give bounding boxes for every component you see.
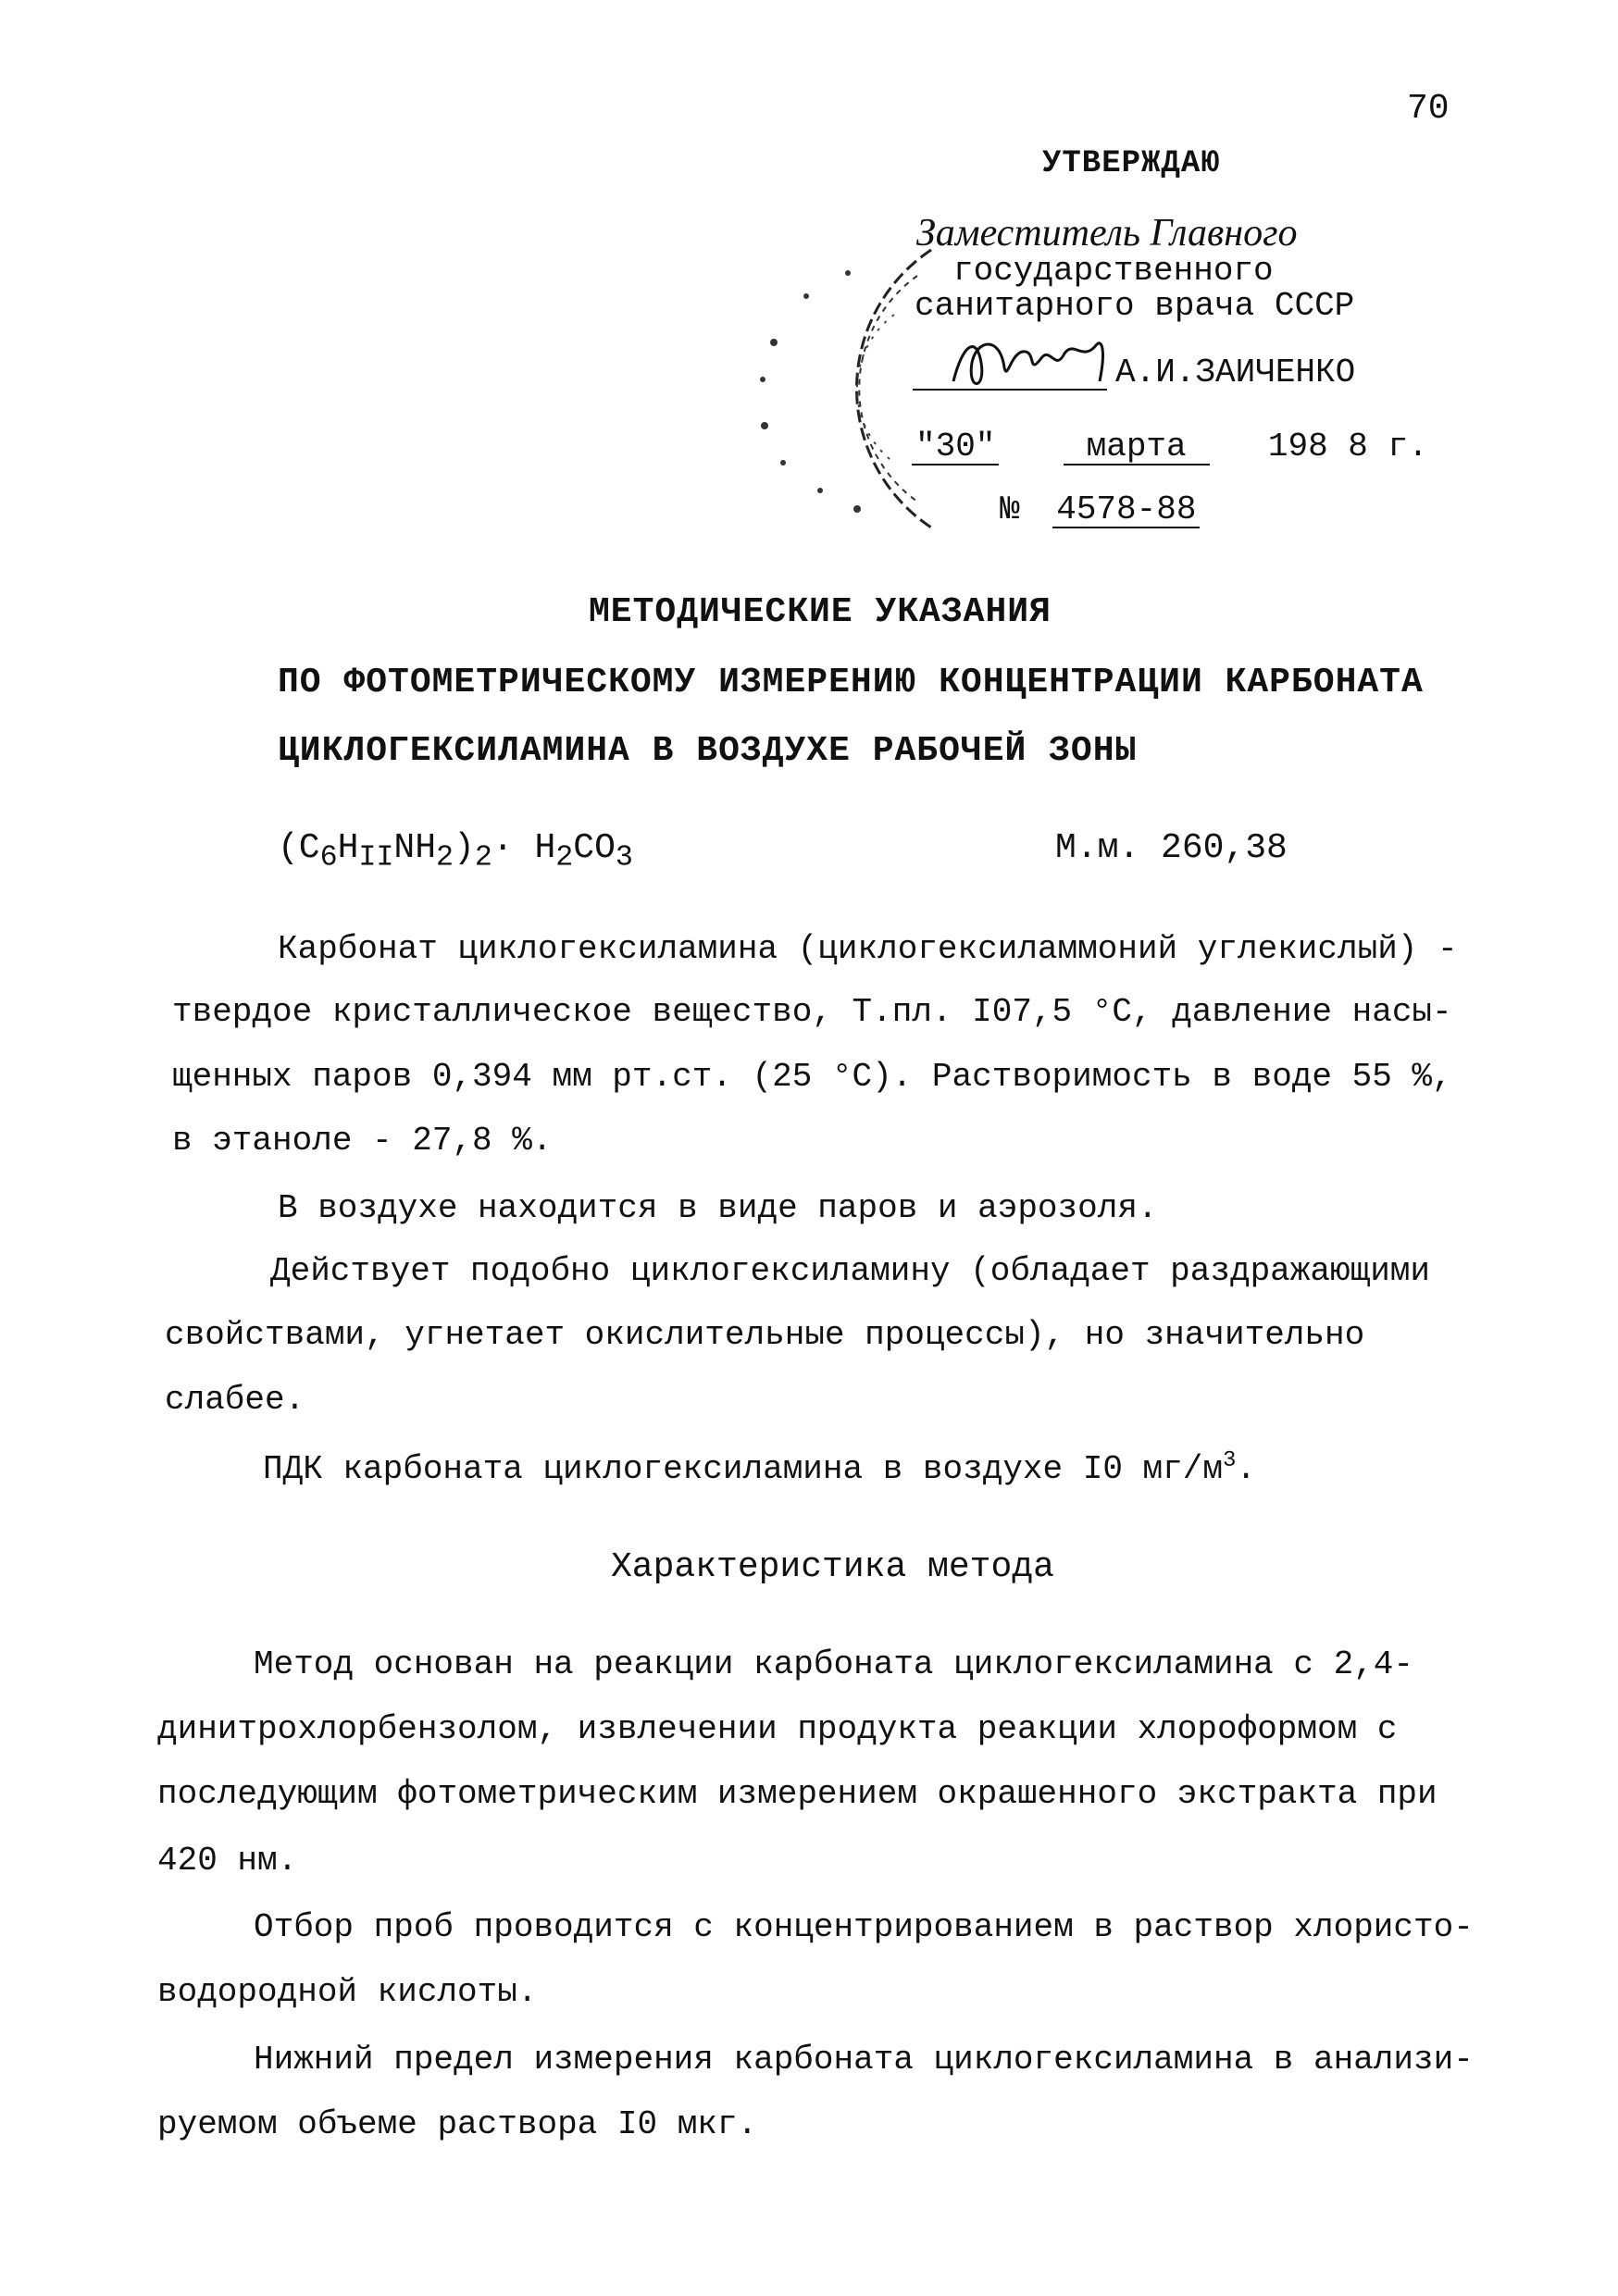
approval-date-month: марта	[1064, 430, 1210, 465]
approval-number-label: №	[1000, 490, 1020, 528]
para5-line3: последующим фотометрическим измерением окрашенного экстракта при	[157, 1775, 1438, 1813]
para2: В воздухе находится в виде паров и аэрозоля.	[278, 1189, 1158, 1227]
para1-line3: щенных паров 0,394 мм рт.ст. (25 °С). Растворимость в воде 55 %,	[172, 1058, 1452, 1096]
para5-line2: динитрохлорбензолом, извлечении продукта реакции хлороформом с	[157, 1710, 1398, 1748]
doc-title-line2: ПО ФОТОМЕТРИЧЕСКОМУ ИЗМЕРЕНИЮ КОНЦЕНТРАЦИИ КАРБОНАТА	[278, 663, 1424, 702]
doc-title-line1: МЕТОДИЧЕСКИЕ УКАЗАНИЯ	[589, 592, 1052, 632]
approval-position-line2: государственного	[953, 252, 1274, 290]
official-stamp-image	[718, 231, 940, 537]
para5-line1: Метод основан на реакции карбоната циклогексиламина с 2,4-	[254, 1645, 1414, 1683]
para1-line1: Карбонат циклогексиламина (циклогексиламмоний углекислый) -	[278, 930, 1458, 968]
section-heading: Характеристика метода	[611, 1547, 1054, 1587]
para1-line2: твердое кристаллическое вещество, Т.пл. I07,5 °С, давление насы-	[172, 993, 1452, 1031]
approval-position-line3: санитарного врача СССР	[915, 287, 1355, 325]
signature-image	[935, 326, 1129, 400]
para3-line2: свойствами, угнетает окислительные процессы), но значительно	[165, 1316, 1365, 1354]
para3-line3: слабее.	[165, 1381, 305, 1419]
para7-line1: Нижний предел измерения карбоната циклогексиламина в анализи-	[254, 2041, 1474, 2079]
para5-line4: 420 нм.	[157, 1842, 298, 1880]
doc-title-line3: ЦИКЛОГЕКСИЛАМИНА В ВОЗДУХЕ РАБОЧЕЙ ЗОНЫ	[278, 731, 1138, 771]
para6-line1: Отбор проб проводится с концентрированием в раствор хлористо-	[254, 1908, 1474, 1946]
approval-date-day: "30"	[912, 430, 999, 465]
para1-line4: в этаноле - 27,8 %.	[172, 1122, 553, 1160]
chemical-formula: $(C_6H_{II}NH_2)_2\cdot H_2CO_3$	[278, 828, 633, 875]
approval-date-year: 198 8 г.	[1267, 428, 1428, 465]
page-number: 70	[1407, 89, 1450, 129]
para6-line2: водородной кислоты.	[157, 1973, 538, 2011]
approval-position-line1: Заместитель Главного	[916, 212, 1298, 254]
approval-heading: УТВЕРЖДАЮ	[1042, 146, 1221, 181]
para3-line1: Действует подобно циклогексиламину (обладает раздражающими	[270, 1252, 1431, 1290]
approver-name: А.И.ЗАИЧЕНКО	[1115, 354, 1356, 391]
para7-line2: руемом объеме раствора I0 мкг.	[157, 2105, 758, 2143]
molecular-mass: М.м. 260,38	[1055, 828, 1288, 868]
approval-number-value: 4578-88	[1052, 493, 1200, 528]
para4-mac: ПДК карбоната циклогексиламина в воздухе I0 $мг/м^3$.	[263, 1448, 1256, 1488]
